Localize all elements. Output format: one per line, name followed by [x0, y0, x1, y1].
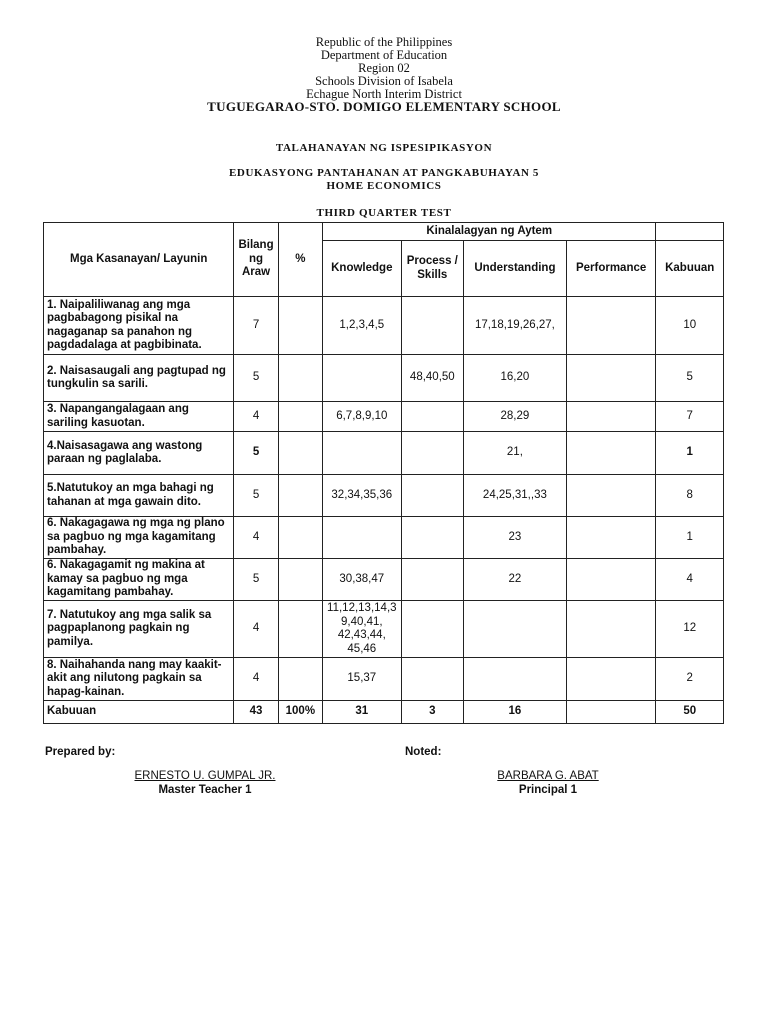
knowledge-cell: 15,37	[323, 658, 402, 701]
performance-cell	[566, 432, 656, 475]
totals-days: 43	[234, 701, 278, 724]
percent-cell	[278, 355, 322, 402]
days-cell: 5	[234, 475, 278, 517]
performance-cell	[566, 402, 656, 432]
preparer-name: ERNESTO U. GUMPAL JR.	[134, 770, 276, 782]
knowledge-cell: 30,38,47	[323, 559, 402, 601]
days-cell: 4	[234, 517, 278, 559]
understanding-cell: 28,29	[464, 402, 567, 432]
header-knowledge: Knowledge	[323, 241, 402, 297]
performance-cell	[566, 355, 656, 402]
totals-knowledge: 31	[323, 701, 402, 724]
process-cell	[401, 432, 463, 475]
understanding-cell	[464, 601, 567, 658]
letterhead	[0, 36, 768, 101]
letterhead-line-region: Region 02	[358, 61, 410, 75]
letterhead-line-department: Department of Education	[320, 48, 448, 62]
subject-title: EDUKASYONG PANTAHANAN AT PANGKABUHAYAN 5	[228, 167, 540, 179]
percent-cell	[278, 559, 322, 601]
table-row	[44, 658, 724, 701]
understanding-cell: 22	[464, 559, 567, 601]
performance-cell	[566, 658, 656, 701]
total-cell: 12	[656, 601, 724, 658]
total-cell: 8	[656, 475, 724, 517]
process-cell	[401, 601, 463, 658]
competency-cell: 3. Napangangalagaan ang sariling kasuotan.	[44, 402, 234, 432]
total-cell: 5	[656, 355, 724, 402]
understanding-cell: 24,25,31,,33	[464, 475, 567, 517]
header-performance: Performance	[566, 241, 656, 297]
process-cell	[401, 559, 463, 601]
letterhead-line-division: Schools Division of Isabela	[315, 74, 453, 88]
process-cell: 48,40,50	[401, 355, 463, 402]
competency-cell: 5.Natutukoy an mga bahagi ng tahanan at mga gawain dito.	[44, 475, 234, 517]
days-cell: 5	[234, 432, 278, 475]
knowledge-cell: 6,7,8,9,10	[323, 402, 402, 432]
days-cell: 5	[234, 559, 278, 601]
understanding-cell: 17,18,19,26,27,	[464, 297, 567, 355]
process-cell	[401, 297, 463, 355]
process-cell	[401, 517, 463, 559]
header-percent: %	[278, 223, 322, 297]
header-blank-cell	[656, 223, 724, 241]
competency-cell: 8. Naihahanda nang may kaakit-akit ang nilutong pagkain sa hapag-kainan.	[44, 658, 234, 701]
knowledge-cell: 1,2,3,4,5	[323, 297, 402, 355]
process-cell	[401, 402, 463, 432]
competency-cell: 6. Nakagagawa ng mga ng plano sa pagbuo ng mga kagamitang pambahay.	[44, 517, 234, 559]
letterhead-line-republic: Republic of the Philippines	[315, 35, 453, 49]
performance-cell	[566, 517, 656, 559]
letterhead-line-district: Echague North Interim District	[306, 87, 462, 101]
header-process: Process / Skills	[401, 241, 463, 297]
days-cell: 5	[234, 355, 278, 402]
performance-cell	[566, 559, 656, 601]
total-cell: 1	[656, 432, 724, 475]
percent-cell	[278, 475, 322, 517]
total-cell: 10	[656, 297, 724, 355]
totals-understanding: 16	[464, 701, 567, 724]
specification-table	[43, 222, 724, 724]
table-row	[44, 432, 724, 475]
percent-cell	[278, 297, 322, 355]
table-row	[44, 517, 724, 559]
days-cell: 4	[234, 402, 278, 432]
performance-cell	[566, 601, 656, 658]
table-row	[44, 297, 724, 355]
knowledge-cell: 32,34,35,36	[323, 475, 402, 517]
totals-percent: 100%	[278, 701, 322, 724]
days-cell: 7	[234, 297, 278, 355]
table-row	[44, 559, 724, 601]
header-item-placement: Kinalalagyan ng Aytem	[323, 223, 656, 241]
performance-cell	[566, 475, 656, 517]
competency-cell: 1. Naipaliliwanag ang mga pagbabagong pisikal na nagaganap sa panahon ng pagdadalaga at pagbibinata.	[44, 297, 234, 355]
days-cell: 4	[234, 658, 278, 701]
understanding-cell: 23	[464, 517, 567, 559]
competency-cell: 4.Naisasagawa ang wastong paraan ng paglalaba.	[44, 432, 234, 475]
process-cell	[401, 475, 463, 517]
percent-cell	[278, 402, 322, 432]
knowledge-cell	[323, 355, 402, 402]
totals-total: 50	[656, 701, 724, 724]
prepared-by-label: Prepared by:	[45, 746, 116, 758]
competency-cell: 2. Naisasaugali ang pagtupad ng tungkulin sa sarili.	[44, 355, 234, 402]
table-row	[44, 601, 724, 658]
subject-subtitle: HOME ECONOMICS	[326, 180, 442, 192]
percent-cell	[278, 601, 322, 658]
days-cell: 4	[234, 601, 278, 658]
knowledge-cell	[323, 517, 402, 559]
noted-label: Noted:	[405, 746, 442, 758]
header-days: Bilang ng Araw	[234, 223, 278, 297]
table-row	[44, 475, 724, 517]
understanding-cell: 21,	[464, 432, 567, 475]
knowledge-cell: 11,12,13,14,39,40,41, 42,43,44, 45,46	[323, 601, 402, 658]
document-title: TALAHANAYAN NG ISPESIPIKASYON	[275, 142, 493, 154]
total-cell: 2	[656, 658, 724, 701]
table-row	[44, 355, 724, 402]
performance-cell	[566, 297, 656, 355]
totals-label: Kabuuan	[44, 701, 234, 724]
noter-name: BARBARA G. ABAT	[497, 770, 599, 782]
total-cell: 4	[656, 559, 724, 601]
understanding-cell	[464, 658, 567, 701]
understanding-cell: 16,20	[464, 355, 567, 402]
preparer-title: Master Teacher 1	[158, 784, 252, 796]
percent-cell	[278, 517, 322, 559]
totals-performance	[566, 701, 656, 724]
table-row	[44, 402, 724, 432]
test-title: THIRD QUARTER TEST	[316, 207, 452, 219]
process-cell	[401, 658, 463, 701]
knowledge-cell	[323, 432, 402, 475]
totals-row	[44, 701, 724, 724]
noter-title: Principal 1	[518, 784, 578, 796]
percent-cell	[278, 432, 322, 475]
competency-cell: 6. Nakagagamit ng makina at kamay sa pagbuo ng mga kagamitang pambahay.	[44, 559, 234, 601]
total-cell: 7	[656, 402, 724, 432]
totals-process: 3	[401, 701, 463, 724]
total-cell: 1	[656, 517, 724, 559]
header-total: Kabuuan	[656, 241, 724, 297]
percent-cell	[278, 658, 322, 701]
header-understanding: Understanding	[464, 241, 567, 297]
school-name: TUGUEGARAO-STO. DOMIGO ELEMENTARY SCHOOL	[207, 99, 561, 114]
competency-cell: 7. Natutukoy ang mga salik sa pagpaplanong pagkain ng pamilya.	[44, 601, 234, 658]
header-competency: Mga Kasanayan/ Layunin	[44, 223, 234, 297]
